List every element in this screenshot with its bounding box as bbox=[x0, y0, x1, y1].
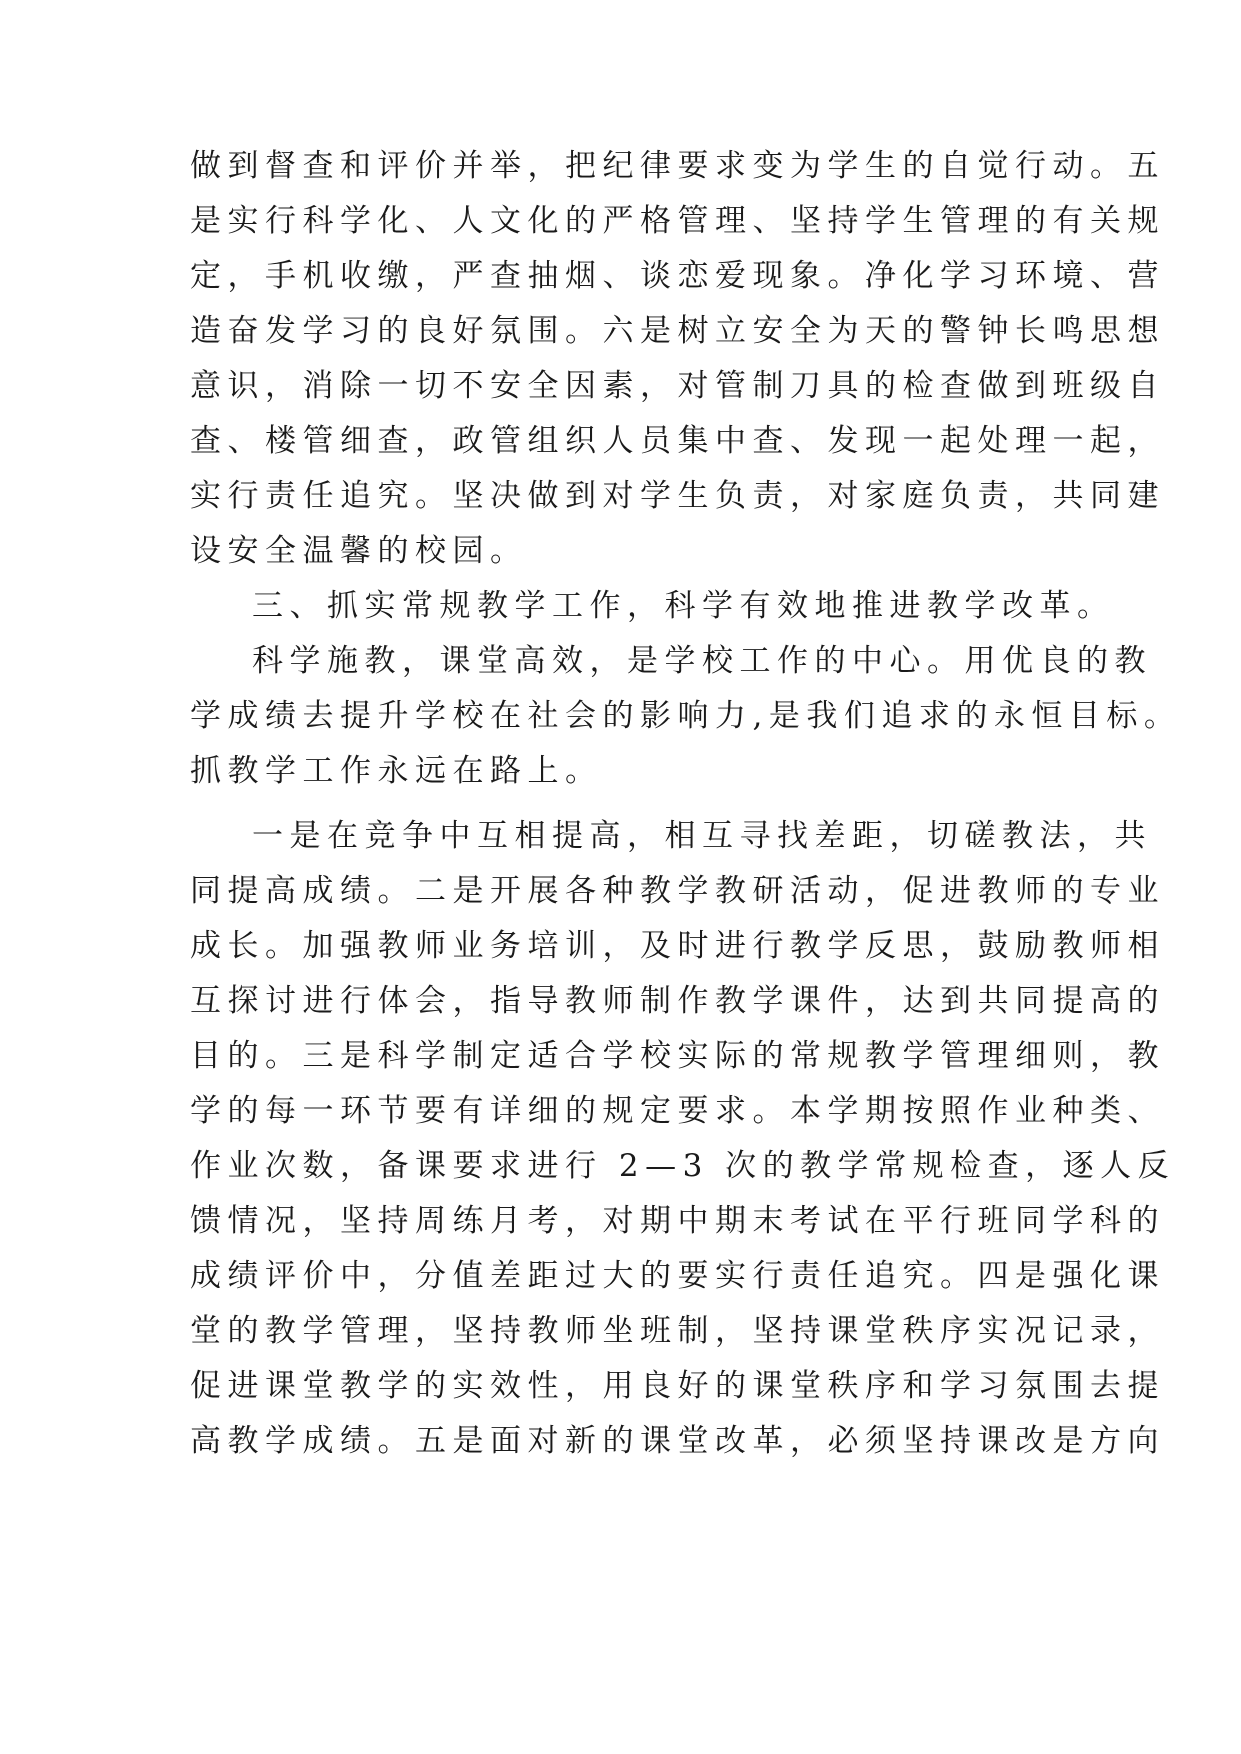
text-line: 造奋发学习的良好氛围。六是树立安全为天的警钟长鸣思想 bbox=[190, 313, 1165, 349]
text-line: 是实行科学化、人文化的严格管理、坚持学生管理的有关规 bbox=[190, 203, 1165, 239]
text-line: 查、楼管细查，政管组织人员集中查、发现一起处理一起， bbox=[190, 423, 1165, 459]
text-line: 学的每一环节要有详细的规定要求。本学期按照作业种类、 bbox=[190, 1093, 1165, 1129]
section-heading: 三、抓实常规教学工作，科学有效地推进教学改革。 bbox=[252, 588, 1115, 624]
text-line: 作业次数，备课要求进行 2—3 次的教学常规检查，逐人反 bbox=[190, 1148, 1176, 1184]
text-line: 成长。加强教师业务培训，及时进行教学反思，鼓励教师相 bbox=[190, 928, 1165, 964]
text-line: 互探讨进行体会，指导教师制作教学课件，达到共同提高的 bbox=[190, 983, 1165, 1019]
text-line: 促进课堂教学的实效性，用良好的课堂秩序和学习氛围去提 bbox=[190, 1368, 1165, 1404]
text-line: 一是在竞争中互相提高，相互寻找差距，切磋教法，共 bbox=[252, 818, 1152, 854]
text-line: 科学施教，课堂高效，是学校工作的中心。用优良的教 bbox=[252, 643, 1152, 679]
text-line: 成绩评价中，分值差距过大的要实行责任追究。四是强化课 bbox=[190, 1258, 1165, 1294]
text-line: 堂的教学管理，坚持教师坐班制，坚持课堂秩序实况记录， bbox=[190, 1313, 1165, 1349]
text-line: 做到督查和评价并举，把纪律要求变为学生的自觉行动。五 bbox=[190, 148, 1165, 184]
text-line: 定，手机收缴，严查抽烟、谈恋爱现象。净化学习环境、营 bbox=[190, 258, 1165, 294]
text-line: 实行责任追究。坚决做到对学生负责，对家庭负责，共同建 bbox=[190, 478, 1165, 514]
text-line: 抓教学工作永远在路上。 bbox=[190, 753, 603, 789]
text-line: 设安全温馨的校园。 bbox=[190, 533, 528, 569]
text-line: 馈情况，坚持周练月考，对期中期末考试在平行班同学科的 bbox=[190, 1203, 1165, 1239]
text-line: 同提高成绩。二是开展各种教学教研活动，促进教师的专业 bbox=[190, 873, 1165, 909]
text-line: 高教学成绩。五是面对新的课堂改革，必须坚持课改是方向 bbox=[190, 1423, 1165, 1459]
text-line: 意识，消除一切不安全因素，对管制刀具的检查做到班级自 bbox=[190, 368, 1165, 404]
text-line: 学成绩去提升学校在社会的影响力,是我们追求的永恒目标。 bbox=[190, 698, 1182, 734]
text-line: 目的。三是科学制定适合学校实际的常规教学管理细则，教 bbox=[190, 1038, 1165, 1074]
